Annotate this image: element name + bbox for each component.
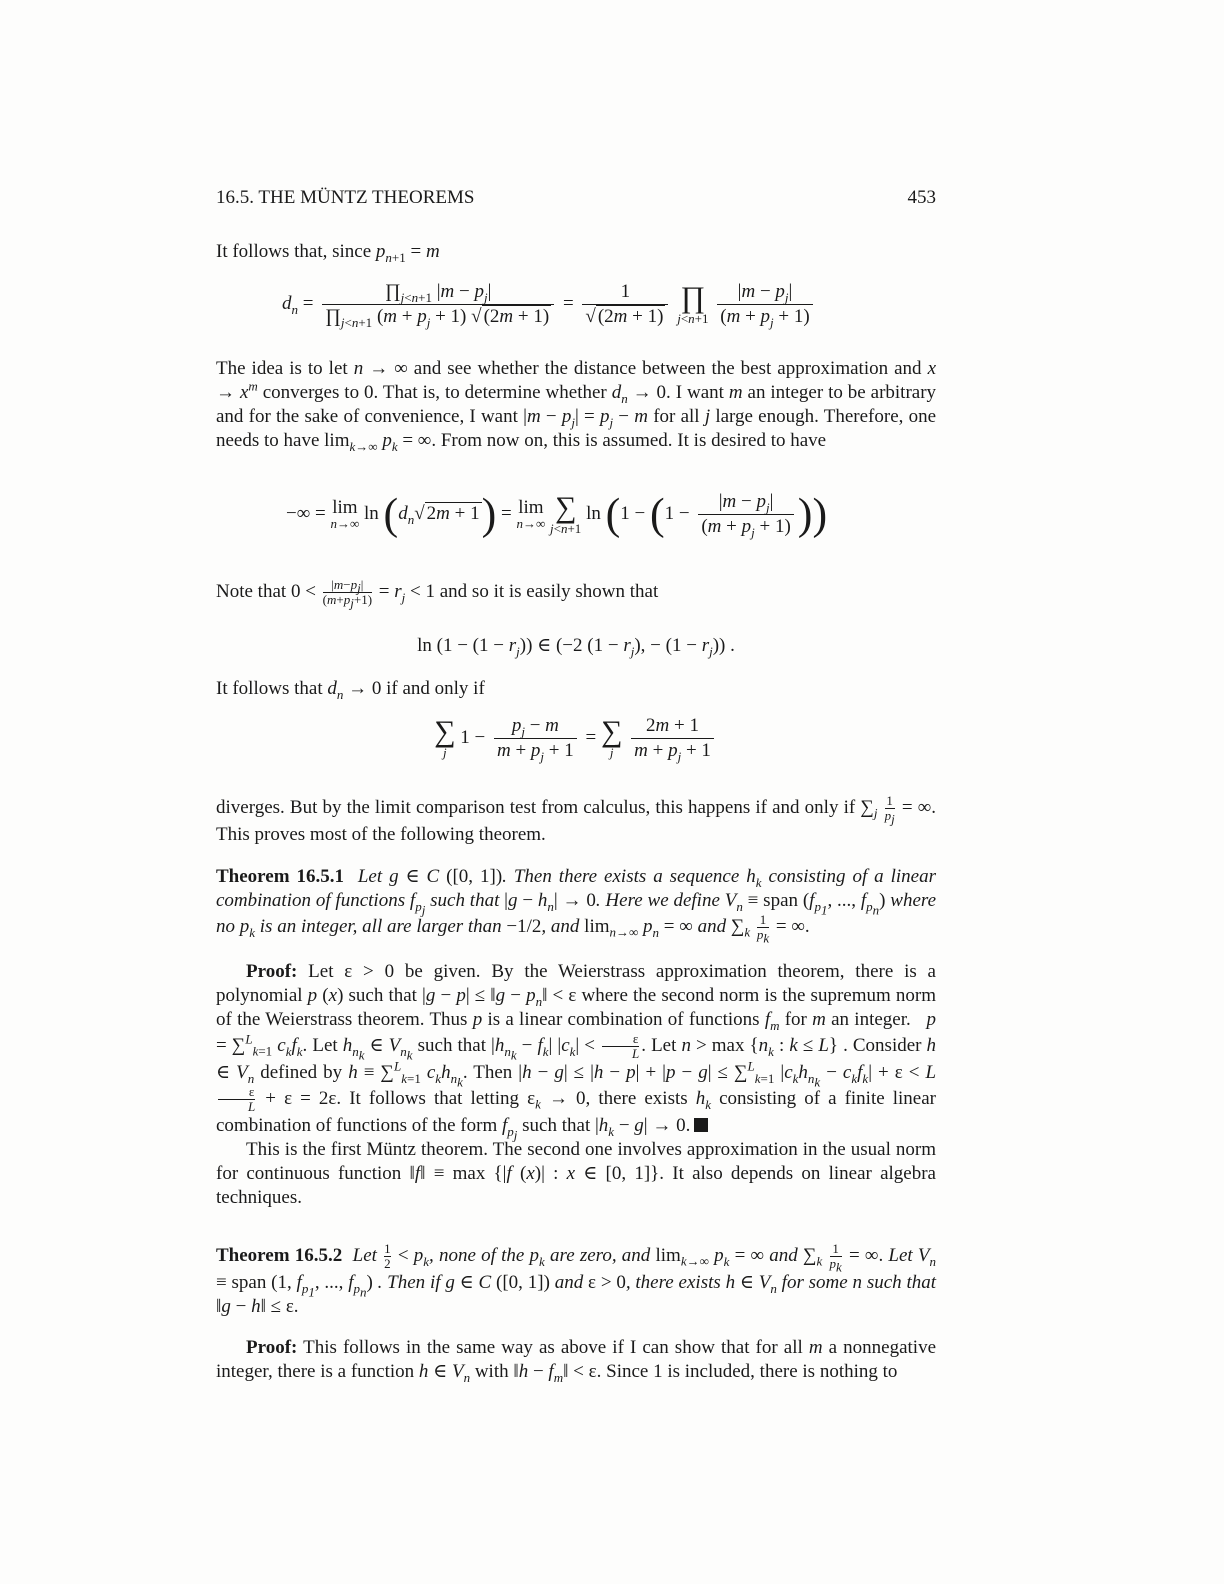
- paragraph-idea: The idea is to let n → ∞ and see whether the distance between the best approximation and $x \to x^m$ converges to 0. That is, to determine whether $d_n \to 0$. I want m an integer to be arbitrary and for the sake of convenience, I want $|m - p_j| = p_j - m$ for all j large enough. Therefore, one needs to have $\lim_{k\to\infty} p_k$ = ∞. From now on, this is assumed. It is desired to have: [216, 358, 937, 454]
- paragraph-intro: It follows that, since $p_{n+1} = m$: [216, 241, 440, 265]
- equation-ln-interval: $\ln (1 - (1 - r_j))$ ∈ (−2 $(1 - r_j)$, − $(1 - r_j)$) .: [417, 635, 735, 659]
- theorem-label: Theorem 16.5.2: [216, 1244, 343, 1266]
- text-span: It follows that, since: [216, 241, 372, 262]
- text-span: if and only if: [386, 678, 485, 699]
- qed-square-icon: [694, 1118, 708, 1132]
- text-span: . From now on, this is assumed. It is desired to have: [431, 430, 827, 451]
- text-span: converges to 0. That is, to determine whether: [262, 382, 607, 403]
- text-span: and so it is easily shown that: [439, 580, 659, 602]
- text-span: This follows in the same way as above if I can show that for all: [303, 1337, 803, 1358]
- running-header: [216, 186, 936, 210]
- theorem-16-5-1: Theorem 16.5.1 Let g ∈ C ([0, 1]). Then there exists a sequence $h_k$ consisting of a linear combination of functions $f_{p_j}$ such that $|g - h_n| \to 0$. Here we define $V_n$ ≡ span ($f_{p_1}$, ..., $f_{p_n}$) where no $p_k$ is an integer, all are larger than −1/2, and $\lim_{n\to\infty} p_n$ = ∞ and $\sum_k$ $\frac{1}{p_k}$ = ∞.: [216, 866, 937, 946]
- text-span: . Since 1 is included, there is nothing to: [596, 1361, 898, 1382]
- equation-limit: −∞ = lim n→∞ $\ln (d_n√$ 2m + 1) = lim n→∞ ∑ j<n+1 ln (1 − (1 − $\frac{|m - p_j|}{(m + p_j + 1)}$ )): [286, 489, 828, 540]
- section-title: 16.5. THE MÜNTZ THEOREMS: [216, 187, 475, 208]
- text-span: large enough. Therefore, one needs to have: [216, 406, 937, 451]
- theorem-label: Theorem 16.5.1: [216, 866, 344, 887]
- text-span: Note that: [216, 580, 287, 602]
- equation-sum: ∑ j 1 − $\frac{p_j - m}{m + p_j + 1}$ = ∑ j $\frac{2m + 1}{m + p_j + 1}$: [216, 714, 936, 763]
- text-span: diverges. But by the limit comparison test from calculus, this happens if and only if: [216, 796, 856, 818]
- text-span: and see whether the distance between the best approximation and: [413, 358, 922, 379]
- equation-dn: $d_n$ = $\frac{\prod_{j<n+1} |m - p_j|}{\prod_{j<n+1} (m + p_j + 1) √ (2m + 1)}$ = $\frac{1}{√ (2m + 1)}$ ∏ j<n+1 $\frac{|m - p_j|}{(m + p_j + 1)}$: [282, 280, 942, 329]
- text-span: for all: [653, 406, 700, 427]
- proof-label: Proof:: [246, 961, 298, 982]
- text-span: a nonnegative integer, there is a function: [216, 1337, 936, 1382]
- proof-label: Proof:: [246, 1337, 298, 1358]
- proof-1: Proof: Let ε > 0 be given. By the Weierstrass approximation theorem, there is a polynomial p (x) such that |g − p| ≤ ‖g − $p_n‖ < \varepsilon$ where the second norm is the supremum norm of the Weierstrass theorem. Thus p is a linear combination of functions $f_m$ for m an integer. p = ∑$^L_{k=1}$ $c_kf_k$. Let $h_{n_k}$ ∈ $V_{n_k}$ such that $|h_{n_k} - f_k|$ $|c_k|$ < $\frac{\varepsilon}{L}$ . Let $n > \max \{n_k$ : k ≤ L} . Consider h ∈ $V_n$ defined by h ≡ ∑$^L_{k=1}$ $c_kh_{n_k}$. Then |h − g| ≤ |h − p| + |p − g| ≤ ∑$^L_{k=1}$ $|c_kh_{n_k} - c_kf_k| + \varepsilon < L$ $\frac{\varepsilon}{L}$ + ε = 2ε. It follows that letting $\varepsilon_k \to 0$, there exists $h_k$ consisting of a finite linear combination of functions of the form $f_{p_j}$ such that $|h_k - g| \to 0$. This is the first Müntz theorem. The second one involves approximation in the usual norm for continuous function ‖f‖ ≡ max {|f (x)| : x ∈ [0, 1]}. It also depends on linear algebra techniques.: [216, 961, 937, 1208]
- paragraph-note: Note that 0 < $\frac{|m-p_j|}{(m+p_j+1)}$ = $r_j < 1$ and so it is easily shown that: [216, 577, 659, 611]
- paragraph-follows: It follows that $d_n \to 0$ if and only if: [216, 678, 485, 702]
- paragraph-diverges: diverges. But by the limit comparison test from calculus, this happens if and only if $\sum_j$ $\frac{1}{p_j}$ = ∞. This proves most of the following theorem.: [216, 793, 936, 845]
- text-span: with: [474, 1361, 509, 1382]
- page-number: 453: [907, 187, 936, 208]
- text-span: The idea is to let: [216, 358, 348, 379]
- text-span: . This proves most of the following theorem.: [216, 796, 936, 845]
- text-span: . It also depends on linear algebra techniques.: [216, 1163, 936, 1208]
- text-span: an integer to be arbitrary and for the sake of convenience, I want: [216, 382, 937, 427]
- text-span: This is the first Müntz theorem. The second one involves approximation in the usual norm for continuous function: [216, 1139, 936, 1184]
- proof-2: Proof: This follows in the same way as above if I can show that for all m a nonnegative integer, there is a function h ∈ $V_n$ with ‖h − $f_m‖ < \varepsilon$. Since 1 is included, there is nothing to: [216, 1337, 936, 1385]
- theorem-16-5-2: Theorem 16.5.2 Let $\frac{1}{2}$ < $p_k$, none of the $p_k$ are zero, and $\lim_{k\to\infty} p_k$ = ∞ and $\sum_k$ $\frac{1}{p_k}$ = ∞. Let $V_n$ ≡ span (1, $f_{p_1}$, ..., $f_{p_n}$) . Then if g ∈ C ([0, 1]) and ε > 0, there exists h ∈ $V_n$ for some n such that ‖g − h‖ ≤ ε.: [216, 1241, 937, 1317]
- text-span: . I want: [666, 382, 724, 403]
- text-span: It follows that: [216, 678, 323, 699]
